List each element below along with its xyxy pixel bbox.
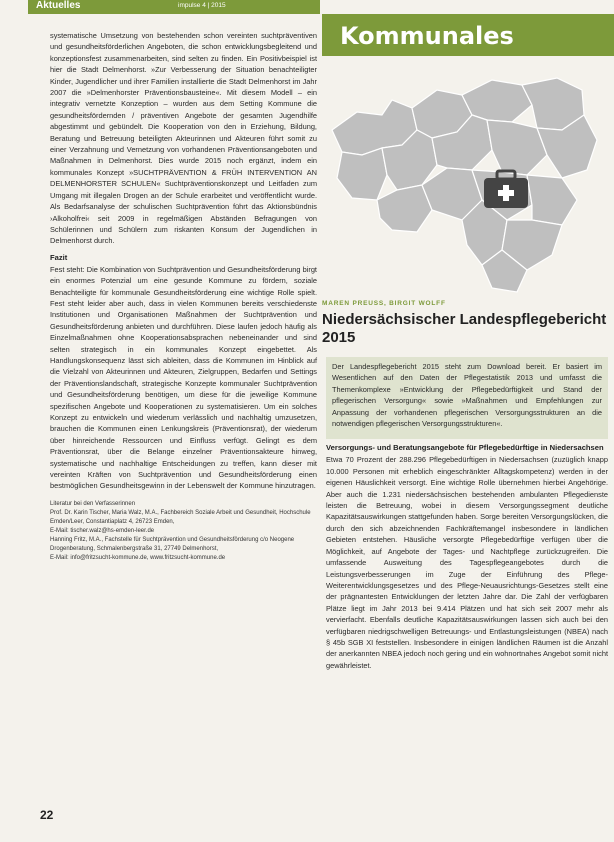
district-shape [527,175,577,225]
map-graphic [322,60,614,300]
lower-saxony-map [322,60,614,300]
section-body: Etwa 70 Prozent der 288.296 Pflegebedürftigen in Niedersachsen (zuzüglich knapp 10.000 Personen mit erheblich eingeschränkter Alltagskompetenz) werden in der eigenen Häuslichkeit versorgt. Eine wichtige Rolle übernehmen hierbei Angehörige. Aber auch die 1.231 niedersächsischen bestehenden ambulanten Pflegedienste leisten die Betreuung, wobei in diesem Versorgungssegment deutliche Kapazitätsauswirkungen stattgefunden haben. Sorge bereiten Versorgungslücken, die durch den sich abzeichnenden Fachkräftemangel insbesondere in ländlichen Gebieten entstehen. Häusliche versorgte Pflegebedürftige verfügen über die Möglichkeit, auf Angebote der Tages- und Nachtpflege zurückzugreifen. Die umfassende Ausweitung des Tagespflegeangebotes durch die Leistungsverbesserungen im Zuge der Einführung des Pflege-Weiterentwicklungsgesetzes und des Pflege-Neuausrichtungs-Gesetzes stellt eine der prägnantesten Entwicklungen der letzten Jahre dar. Die Zahl der verfügbaren Plätze liegt im Jahr 2013 bei 9.414 Plätzen und hat sich seit 2007 mehr als vervierfacht. Ebenfalls deutliche Kapazitätsauswirkungen lassen sich auch bei den verfügbaren niedrigschwelligen Betreuungs- und Entlastungsleistungen (NBEA) nach § 45b SGB XI feststellen. Insbesondere in einigen ländlichen Räumen ist die Anzahl der anerkannten NBEA jedoch noch gering und ein wohnortnahes Angebot somit nicht gewährleistet. [326,455,608,670]
section-label: Aktuelles [36,0,81,11]
fazit-heading: Fazit [50,252,68,262]
article-body [322,357,608,671]
district-shapes [332,78,597,292]
section-header-right [322,14,614,56]
article-lead: Der Landespflegebericht 2015 steht zum Download bereit. Er basiert im Wesentlichen auf den Daten der Pflegestatistik 2013 und umfasst die Themenkomplexe »Entwicklung der Pflegebedürftigkeit und Stand der pflegerischen Versorgung« sowie »Maßnahmen und Empfehlungen zur Anpassung der vorhandenen pflegerischen Versorgungsstrukturen an die notwendigen pflegerischen Versorgungsstrukturen«. [332,362,602,429]
literature-heading: Literatur bei den Verfasserinnen [50,500,136,507]
intro-paragraph: systematische Umsetzung von bestehenden schon vereinten suchtpräventiven und gesundheitsförderlichen Angeboten, die schon entwicklungsbegleitend und konzeptionsfest zusammenarbeiten, sind selten zu finden. Ein Positivbeispiel ist hier die Stadt Delmenhorst. »Zur Verbesserung der Situation benachteiligter Kinder, Jugendlicher und ihrer Familien installierte die Stadt Delmenhorst im Jahr 2007 die »Delmenhorster Präventionsbausteine«. Mit diesem Modell – ein integrativ vernetzte Konzeption – wurden aus dem Setting Kommune die gesundheitsfördernden / präventiven Angebote der gesamten Jugendhilfe abgestimmt und gebündelt. Die Kooperation von den in Erziehung, Bildung, Beratung und Betreuung beteiligten Akteurinnen und Akteuren führt somit zu einer Verzahnung und Vernetzung von vorhandenen Präventionsangeboten und Maßnahmen in Delmenhorst. Dies wurde 2015 noch ergänzt, indem ein kommunales Konzept »SUCHTPRÄVENTION & FRÜH INTERVENTION AN DELMENHORSTER SCHULEN« Suchtpräventionskonzept und Leitfaden zum Umgang mit illegalen Drogen an der Schule erarbeitet und veröffentlicht wurde. Als Bedarfsanalyse der schulischen Suchtprävention führt das Aktionsbündnis ›Alkoholfrei‹ seit 2009 in regelmäßigen Abständen Befragungen von Schülerinnen und Schülern zum riskanten Konsum der Jugendlichen in Delmenhorst durch. [50,31,317,246]
literature-line: E-Mail: info@fritzsucht-kommune.de, www.fritzsucht-kommune.de [50,554,226,561]
district-shape [337,148,387,200]
literature-block [50,500,317,563]
literature-line: E-Mail: tischer.walz@hs-emden-leer.de [50,527,155,534]
article-authors: MAREN PREUSS, BIRGIT WOLFF [322,300,446,307]
right-column [322,300,614,677]
section-header-left [28,0,320,14]
literature-line: Prof. Dr. Karin Tischer, Maria Walz, M.A., Fachbereich Soziale Arbeit und Gesundheit, Hochschule Emden/Leer, Constantiaplatz 4, 26723 Emden, [50,509,311,525]
issue-note: impulse 4 | 2015 [178,2,226,9]
literature-line: Hanning Fritz, M.A., Fachstelle für Suchtprävention und Gesundheitsförderung c/o Neogene Drogenberatung, Schmalenbergstraße 31, 27749 Delmenhorst, [50,536,295,552]
left-column [50,30,317,770]
article-title: Niedersächsischer Landespflegebericht 2015 [322,311,607,346]
fazit-paragraph: Fest steht: Die Kombination von Suchtprävention und Gesundheitsförderung birgt ein enormes Potenzial um eine gesunde Kommune zu fördern, soziale Benachteiligte für kommunale Gesundheitsförderung eine wichtige Rolle spielt. Fest steht leider aber auch, dass in vielen Kommunen bereits verschiedenste Institutionen und Organisationen Maßnahmen der Suchtprävention und Gesundheitsförderung anbieten und durchführen. Diese laufen jedoch häufig als Einzelmaßnahmen ohne Kooperationsabsprachen nebeneinander und sind selten strategisch in ein kommunales Konzept eingebettet. Als Handlungskonsequenz lässt sich ableiten, dass die Kommunen im Hinblick auf die Vielzahl von Akteurinnen und Akteuren, Zielgruppen, Bedarfen und Settings der Präventionslandschaft, strategische Konzepte kommunaler Suchtprävention und Gesundheitsförderung benötigen, um diese für die jeweilige Kommune spezifischen Angebote und Kooperationen zu systematisieren. Um ein solches Konzept zu entwickeln und wiederum verlässlich und nachhaltig umzusetzen, brauchen die Kommunen einen Lenkungskreis (Präventionsrat), der wiederum über hinreichende Ressourcen und Einfluss verfügt. Gelingt es dem Präventionsrat, über die Belange einzelner Präventionsakteure hinweg, systematische und nachhaltige Entscheidungen zu treffen, kann dieser mit vereinten Kräften von Suchtprävention und Gesundheitsförderung einen bestmöglichen Gesundheitsgewinn in der Lebenswelt der Kommune hinzutragen. [50,264,317,491]
section-title: Kommunales [340,22,514,50]
district-shape [377,185,432,232]
section-heading: Versorgungs- und Beratungsangebote für Pflegebedürftige in Niedersachsen [326,443,604,453]
article-lead-box [326,357,608,439]
page-number: 22 [40,808,54,822]
